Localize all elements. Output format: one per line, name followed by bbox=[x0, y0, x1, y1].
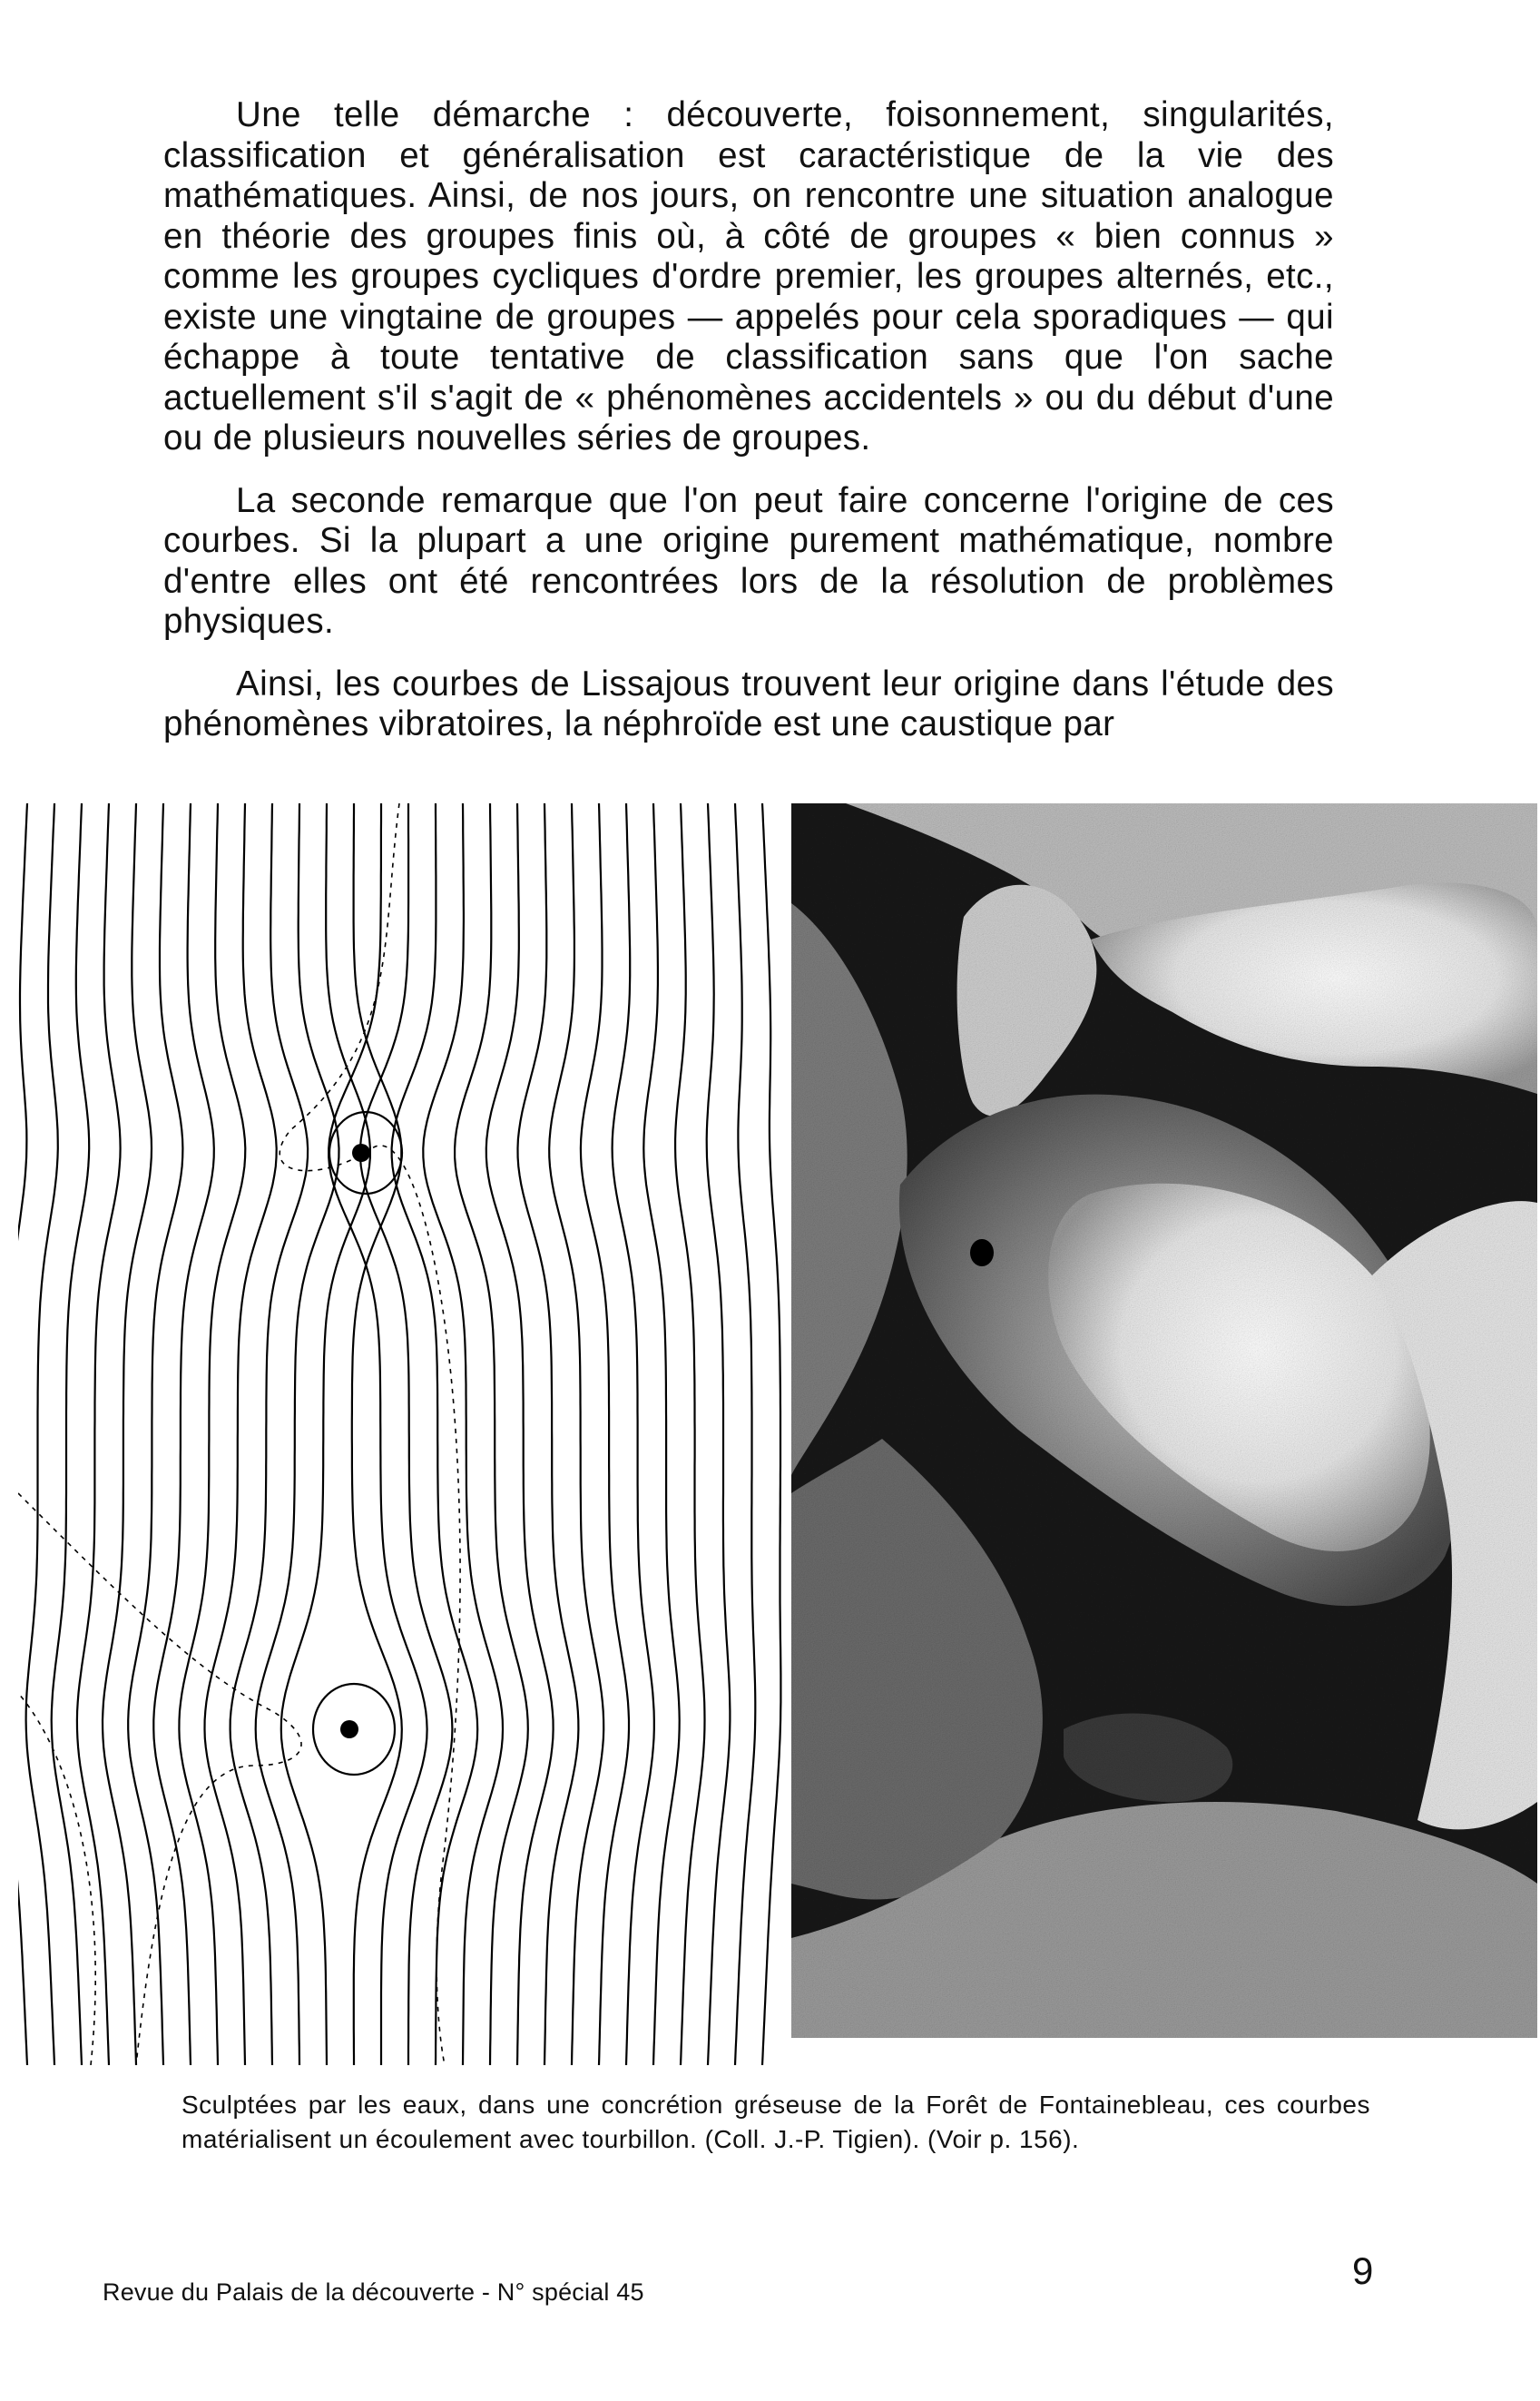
streamline bbox=[675, 803, 704, 2065]
streamline bbox=[128, 803, 182, 2065]
figure bbox=[0, 803, 1540, 2070]
streamline bbox=[256, 803, 339, 2065]
paragraph-2: La seconde remarque que l'on peut faire concerne l'origine de ces courbes. Si la plupart a une origine purement mathématique, nombre d'entre elles ont été rencontrées lors de la résolution de problèmes physiques. bbox=[163, 480, 1334, 641]
streamline-diagram bbox=[18, 803, 794, 2065]
streamline bbox=[52, 803, 89, 2065]
vortex-point-lower bbox=[340, 1720, 358, 1738]
journal-footer: Revue du Palais de la découverte - N° spécial 45 bbox=[103, 2278, 644, 2306]
streamline bbox=[643, 803, 679, 2065]
streamline bbox=[735, 803, 755, 2065]
streamline bbox=[423, 803, 503, 2065]
article-body bbox=[163, 95, 1334, 767]
paragraph-1: Une telle démarche : découverte, foisonnement, singularités, classification et généralisation est caractéristique de la vie des mathématiques. Ainsi, de nos jours, on rencontre une situation analogue en théorie des groupes finis où, à côté de groupes « bien connus » comme les groupes cycliques d'ordre premier, les groupes alternés, etc., existe une vingtaine de groupes — appelés pour cela sporadiques — qui échappe à toute tentative de classification sans que l'on sache actuellement s'il s'agit de « phénomènes accidentels » ou du début d'une ou de plusieurs nouvelles séries de groupes. bbox=[163, 95, 1334, 458]
streamline bbox=[707, 803, 731, 2065]
streamline bbox=[518, 803, 579, 2065]
page-number: 9 bbox=[1352, 2249, 1374, 2292]
streamline bbox=[762, 803, 780, 2065]
streamline bbox=[581, 803, 629, 2065]
streamline bbox=[103, 803, 152, 2065]
streamline bbox=[153, 803, 214, 2065]
streamline bbox=[613, 803, 654, 2065]
streamline bbox=[329, 803, 427, 2065]
separatrix-dashed bbox=[18, 1693, 95, 2065]
streamline bbox=[486, 803, 554, 2065]
streamline bbox=[26, 803, 58, 2065]
streamline bbox=[77, 803, 121, 2065]
vortex-point-upper bbox=[352, 1144, 370, 1162]
streamline bbox=[231, 803, 309, 2065]
sandstone-photo bbox=[791, 803, 1537, 2038]
paragraph-3: Ainsi, les courbes de Lissajous trouvent leur origine dans l'étude des phénomènes vibratoires, la néphroïde est une caustique par bbox=[163, 664, 1334, 743]
figure-caption: Sculptées par les eaux, dans une concrétion gréseuse de la Forêt de Fontainebleau, ces courbes matérialisent un écoulement avec tourbillon. (Coll. J.-P. Tigien). (Voir p. 156). bbox=[181, 2091, 1370, 2153]
streamline bbox=[549, 803, 603, 2065]
streamline bbox=[18, 803, 27, 2065]
